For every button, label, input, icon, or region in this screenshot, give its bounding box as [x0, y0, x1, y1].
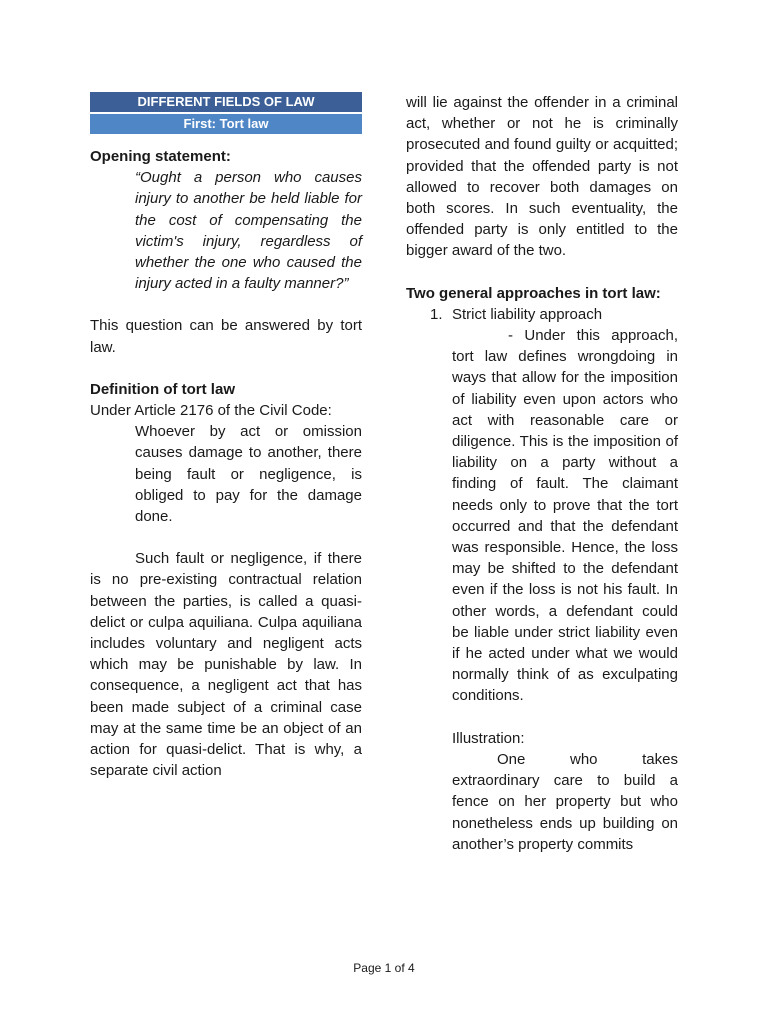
- strict-liability-paragraph: - Under this approach, tort law defines wrongdoing in ways that allow for the imposition of liability even upon actors who act with reasonable care or diligence. This is the imposition of liability on a party without a finding of fault. The claimant needs only to prove that the tort occurred and that the defendant was responsible. Hence, the loss may be shifted to the defendant even if the loss is not his fault. In other words, a defendant could be liable under strict liability even if he acted under what we would normally think of as exculpating conditions.: [452, 327, 678, 705]
- section-subtitle-banner: First: Tort law: [90, 114, 362, 134]
- definition-heading: Definition of tort law: [90, 380, 235, 398]
- right-column: [406, 92, 678, 855]
- article-2176-text: Whoever by act or omission causes damage to another, there being fault or negligence, is obliged to pay for the damage done.: [135, 423, 362, 526]
- list-item-body: [452, 325, 678, 855]
- definition-intro: Under Article 2176 of the Civil Code:: [90, 402, 332, 420]
- opening-statement-heading: Opening statement:: [90, 148, 231, 165]
- illustration-heading: Illustration:: [452, 729, 525, 747]
- left-column: [90, 92, 362, 781]
- list-item-heading: [430, 304, 678, 325]
- answer-paragraph: This question can be answered by tort law.: [90, 317, 362, 356]
- illustration-paragraph: One who takes extraordinary care to build a fence on her property but who nonetheless ends up building on another’s property commits: [452, 750, 678, 853]
- opening-quote: “Ought a person who causes injury to another be held liable for the cost of compensating the victim's injury, regardless of whether the one who caused the injury acted in a faulty manner?”: [135, 169, 362, 293]
- list-number: 1.: [430, 305, 443, 323]
- approaches-heading: Two general approaches in tort law:: [406, 284, 661, 302]
- list-item-title: Strict liability approach: [452, 305, 603, 323]
- page-number: Page 1 of 4: [353, 961, 415, 975]
- section-title-banner: DIFFERENT FIELDS OF LAW: [90, 92, 362, 112]
- quasi-delict-paragraph: Such fault or negligence, if there is no pre-existing contractual relation between the parties, is called a quasi-delict or culpa aquiliana. Culpa aquiliana includes voluntary and negligent acts which may be punishable by law. In consequence, a negligent act that has been made subject of a criminal case may at the same time be an object of an action for quasi-delict. That is why, a separate civil action: [90, 550, 362, 780]
- continuation-paragraph: will lie against the offender in a criminal act, whether or not he is criminally prosecuted and found guilty or acquitted; provided that the offended party is not allowed to recover both damages on both scores. In such eventuality, the offended party is only entitled to the bigger award of the two.: [406, 94, 678, 260]
